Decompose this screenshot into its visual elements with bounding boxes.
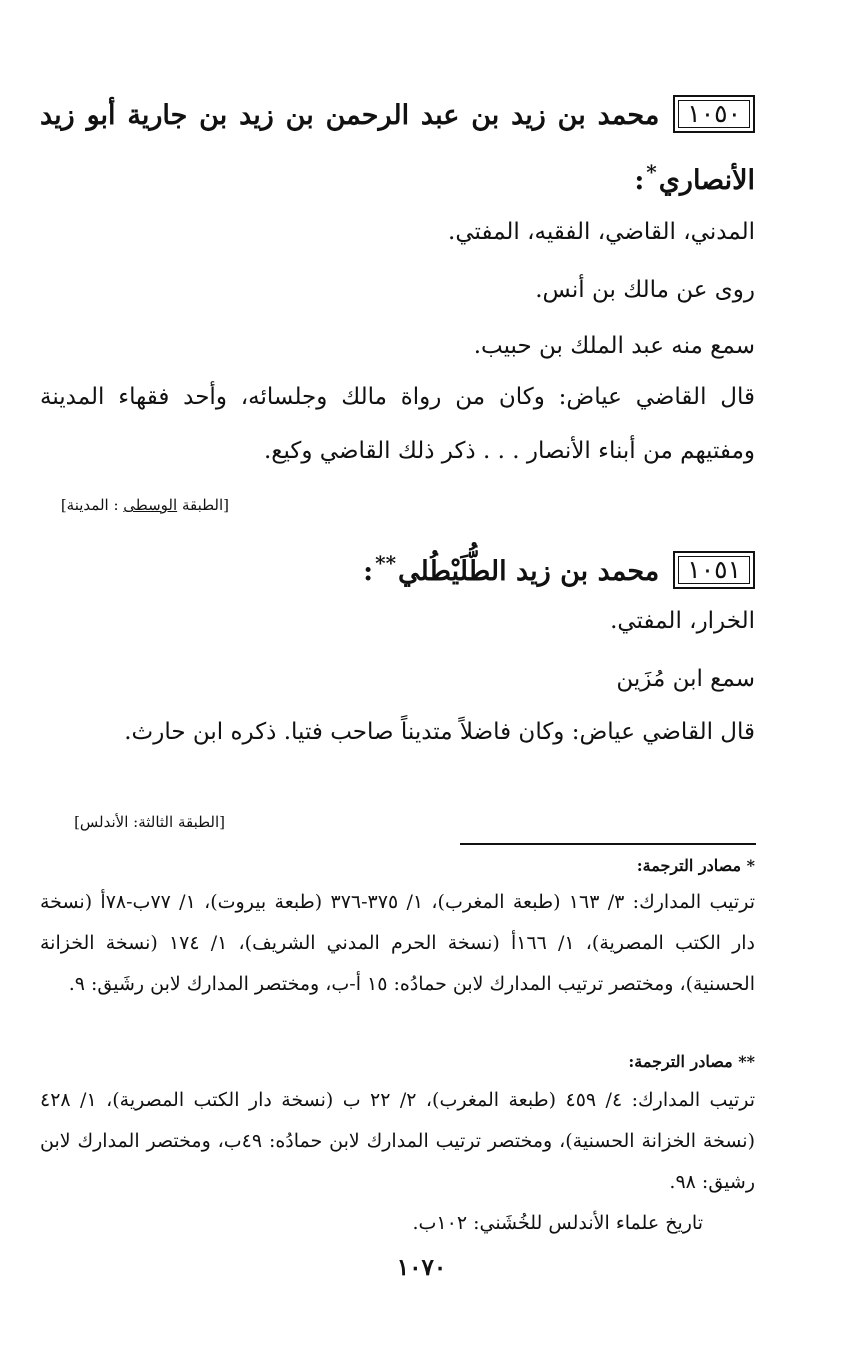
tag-underlined: الوسطى bbox=[123, 496, 178, 514]
footnote-1-text: ترتيب المدارك: ٣/ ١٦٣ (طبعة المغرب)، ١/ ٣٧٥-٣٧٦ (طبعة بيروت)، ١/ ٧٧ب-٧٨أ (نسخة دار الكتب المصرية)، ١/ ١٦٦أ (نسخة الحرم المدني الشريف)، ١/ ١٧٤ (نسخة الخزانة الحسنية)، ومختصر ترتيب المدارك لابن حمادُه: ١٥ أ-ب، ومختصر المدارك لابن رشَيق: ٩. bbox=[40, 891, 755, 995]
entry-1051-name: محمد بن زيد الطُّلَيْطُلي bbox=[398, 556, 660, 587]
entry-1050-narrated-from: روى عن مالك بن أنس. bbox=[535, 277, 755, 303]
footnote-separator bbox=[460, 843, 756, 845]
entry-1050-heading bbox=[40, 88, 755, 209]
entry-number-box: ١٠٥١ bbox=[673, 551, 755, 589]
footnote-marker: * bbox=[646, 160, 657, 184]
entry-1050-heard-by: سمع منه عبد الملك بن حبيب. bbox=[473, 333, 755, 359]
entry-1051-heard: سمع ابن مُزَين bbox=[616, 666, 755, 692]
entry-1051-heading bbox=[40, 535, 755, 600]
tag-suffix: : المدينة] bbox=[60, 496, 119, 514]
heading-colon: : bbox=[363, 556, 374, 587]
page-number: ١٠٧٠ bbox=[396, 1254, 447, 1281]
entry-1050-name: محمد بن زيد بن عبد الرحمن بن زيد بن جارية أبو زيد الأنصاري bbox=[40, 100, 755, 196]
entry-1050-quote: قال القاضي عياض: وكان من رواة مالك وجلسائه، وأحد فقهاء المدينة ومفتيهم من أبناء الأنصار . . . ذكر ذلك القاضي وكيع. bbox=[40, 384, 755, 464]
entry-1051-quote: قال القاضي عياض: وكان فاضلاً متديناً صاحب فتيا. ذكره ابن حارث. bbox=[124, 719, 755, 745]
heading-colon: : bbox=[634, 165, 645, 196]
footnote-2-text: ترتيب المدارك: ٤/ ٤٥٩ (طبعة المغرب)، ٢/ ٢٢ ب (نسخة دار الكتب المصرية)، ١/ ٤٢٨ (نسخة الخزانة الحسنية)، ومختصر ترتيب المدارك لابن حمادُه: ٤٩ب، ومختصر المدارك لابن رشيق: ٩٨. bbox=[40, 1089, 756, 1193]
footnote-marker: ** bbox=[375, 551, 397, 575]
entry-1050-tabaqa-tag bbox=[61, 494, 229, 516]
entry-1051-tabaqa-tag: [الطبقة الثالثة: الأندلس] bbox=[74, 813, 225, 831]
footnote-2-last-line: تاريخ علماء الأندلس للخُشَني: ١٠٢ب. bbox=[412, 1212, 703, 1234]
entry-1051-titles: الخرار، المفتي. bbox=[610, 608, 755, 634]
entry-1050-titles: المدني، القاضي، الفقيه، المفتي. bbox=[448, 219, 755, 245]
tag-prefix: [الطبقة bbox=[177, 496, 229, 514]
entry-number-box: ١٠٥٠ bbox=[673, 95, 755, 133]
footnote-2-heading: ** مصادر الترجمة: bbox=[628, 1052, 755, 1071]
footnote-1-heading: * مصادر الترجمة: bbox=[636, 856, 755, 875]
